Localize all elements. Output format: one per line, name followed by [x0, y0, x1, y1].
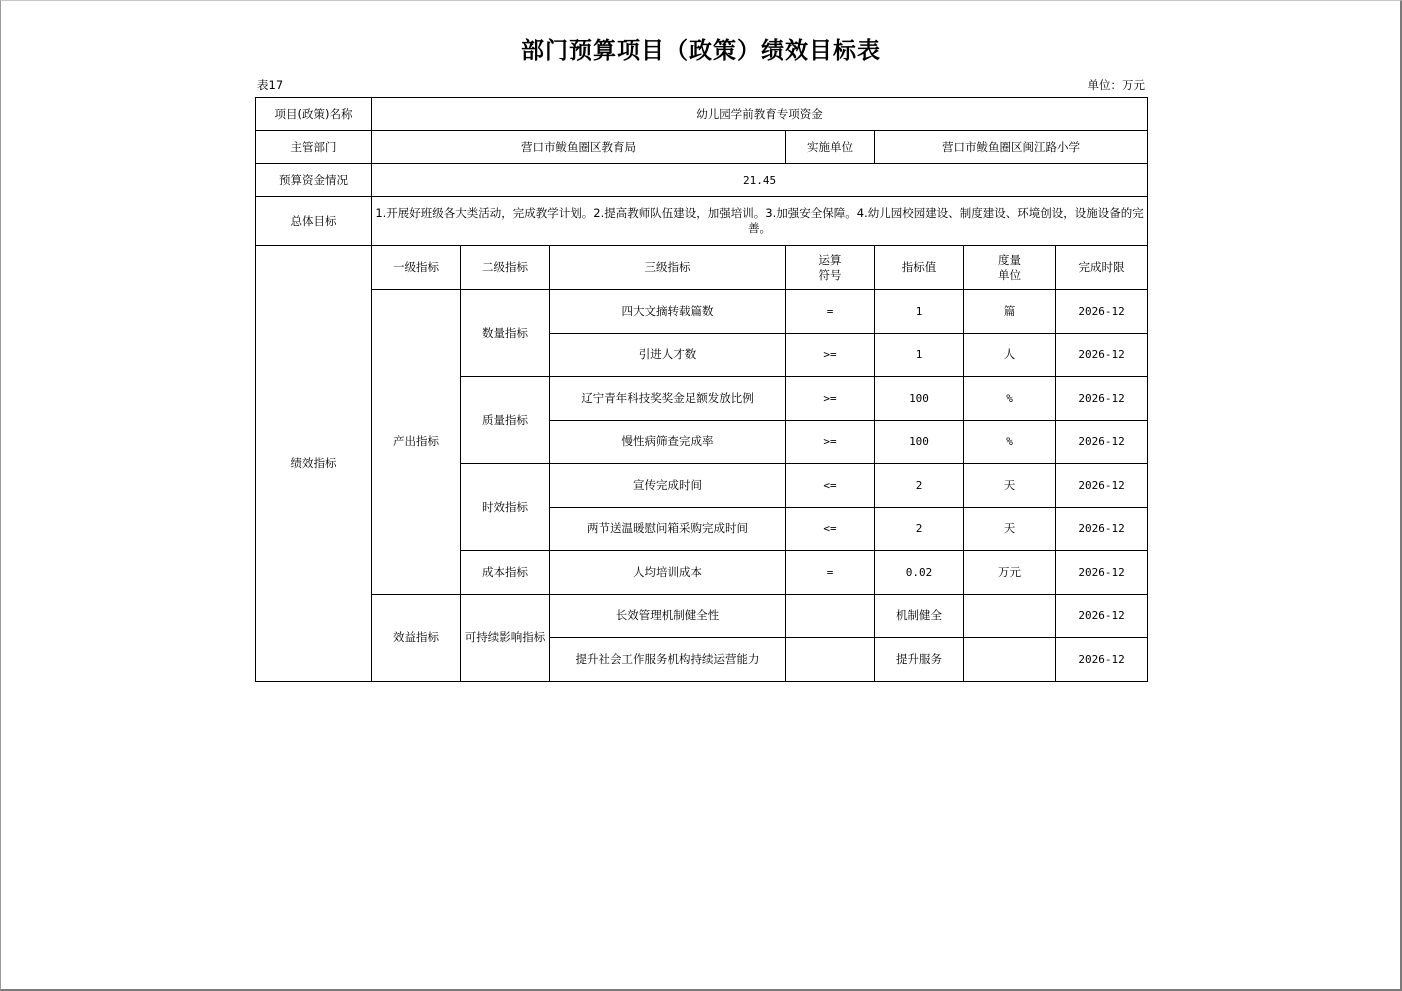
indicator-unit: % — [964, 420, 1056, 464]
indicator-value: 100 — [875, 377, 964, 421]
col-level3: 三级指标 — [550, 246, 786, 290]
indicator-name: 长效管理机制健全性 — [550, 594, 786, 638]
quality-indicator-label: 质量指标 — [461, 377, 550, 464]
indicator-value: 机制健全 — [875, 594, 964, 638]
indicator-name: 宣传完成时间 — [550, 464, 786, 508]
indicator-deadline: 2026-12 — [1056, 638, 1148, 682]
indicator-operator — [786, 638, 875, 682]
col-unit-line1: 度量 — [998, 252, 1021, 267]
project-name-value: 幼儿园学前教育专项资金 — [372, 98, 1148, 131]
indicator-deadline: 2026-12 — [1056, 333, 1148, 377]
indicator-value: 1 — [875, 333, 964, 377]
table-number: 表17 — [257, 78, 284, 92]
col-operator-line1: 运算 — [818, 252, 842, 267]
col-level1: 一级指标 — [372, 246, 461, 290]
indicator-unit: 万元 — [964, 551, 1056, 595]
indicator-operator: >= — [786, 420, 875, 464]
indicator-operator: >= — [786, 377, 875, 421]
col-unit-line2: 单位 — [998, 267, 1021, 282]
indicator-name: 辽宁青年科技奖奖金足额发放比例 — [550, 377, 786, 421]
row-overall-goal — [256, 197, 1148, 246]
indicator-name: 人均培训成本 — [550, 551, 786, 595]
col-operator-line2: 符号 — [818, 267, 842, 282]
output-indicator-label: 产出指标 — [372, 290, 461, 595]
indicator-value: 100 — [875, 420, 964, 464]
timeliness-indicator-label: 时效指标 — [461, 464, 550, 551]
indicator-name: 四大文摘转载篇数 — [550, 290, 786, 334]
page-title: 部门预算项目（政策）绩效目标表 — [521, 38, 881, 64]
indicator-operator: = — [786, 551, 875, 595]
indicator-deadline: 2026-12 — [1056, 420, 1148, 464]
indicator-value: 2 — [875, 507, 964, 551]
goal-value: 1.开展好班级各大类活动，完成教学计划。2.提高教师队伍建设，加强培训。3.加强安全保障。4.幼儿园校园建设、制度建设、环境创设，设施设备的完善。 — [372, 197, 1148, 246]
table-row — [256, 290, 1148, 334]
indicator-operator: <= — [786, 507, 875, 551]
col-deadline: 完成时限 — [1056, 246, 1148, 290]
indicator-operator — [786, 594, 875, 638]
cost-indicator-label: 成本指标 — [461, 551, 550, 595]
indicator-unit — [964, 594, 1056, 638]
row-project-name — [256, 98, 1148, 131]
indicator-operator: >= — [786, 333, 875, 377]
col-operator — [786, 246, 875, 290]
row-budget — [256, 164, 1148, 197]
indicator-unit: 人 — [964, 333, 1056, 377]
col-unit — [964, 246, 1056, 290]
row-department — [256, 131, 1148, 164]
indicator-deadline: 2026-12 — [1056, 507, 1148, 551]
indicator-name: 引进人才数 — [550, 333, 786, 377]
indicator-name: 慢性病筛查完成率 — [550, 420, 786, 464]
indicator-unit: % — [964, 377, 1056, 421]
budget-value: 21.45 — [372, 164, 1148, 197]
indicator-unit: 篇 — [964, 290, 1056, 334]
indicator-deadline: 2026-12 — [1056, 551, 1148, 595]
table-row — [256, 594, 1148, 638]
indicator-deadline: 2026-12 — [1056, 377, 1148, 421]
goal-label: 总体目标 — [256, 197, 372, 246]
col-value: 指标值 — [875, 246, 964, 290]
indicator-value: 0.02 — [875, 551, 964, 595]
dept-value: 营口市鲅鱼圈区教育局 — [372, 131, 786, 164]
unit-label: 单位：万元 — [1087, 78, 1145, 92]
performance-table — [255, 97, 1148, 682]
indicator-value: 2 — [875, 464, 964, 508]
indicator-name: 提升社会工作服务机构持续运营能力 — [550, 638, 786, 682]
indicator-deadline: 2026-12 — [1056, 464, 1148, 508]
impl-value: 营口市鲅鱼圈区闽江路小学 — [875, 131, 1148, 164]
benefit-indicator-label: 效益指标 — [372, 594, 461, 681]
indicator-name: 两节送温暖慰问箱采购完成时间 — [550, 507, 786, 551]
impl-label: 实施单位 — [786, 131, 875, 164]
indicator-value: 提升服务 — [875, 638, 964, 682]
indicator-operator: <= — [786, 464, 875, 508]
indicator-deadline: 2026-12 — [1056, 594, 1148, 638]
indicator-deadline: 2026-12 — [1056, 290, 1148, 334]
indicators-section-label: 绩效指标 — [256, 246, 372, 682]
indicator-unit: 天 — [964, 507, 1056, 551]
col-level2: 二级指标 — [461, 246, 550, 290]
indicator-unit: 天 — [964, 464, 1056, 508]
indicator-value: 1 — [875, 290, 964, 334]
quantity-indicator-label: 数量指标 — [461, 290, 550, 377]
sustainable-indicator-label: 可持续影响指标 — [461, 594, 550, 681]
row-column-headers — [256, 246, 1148, 290]
project-name-label: 项目(政策)名称 — [256, 98, 372, 131]
indicator-operator: = — [786, 290, 875, 334]
indicator-unit — [964, 638, 1056, 682]
dept-label: 主管部门 — [256, 131, 372, 164]
budget-label: 预算资金情况 — [256, 164, 372, 197]
